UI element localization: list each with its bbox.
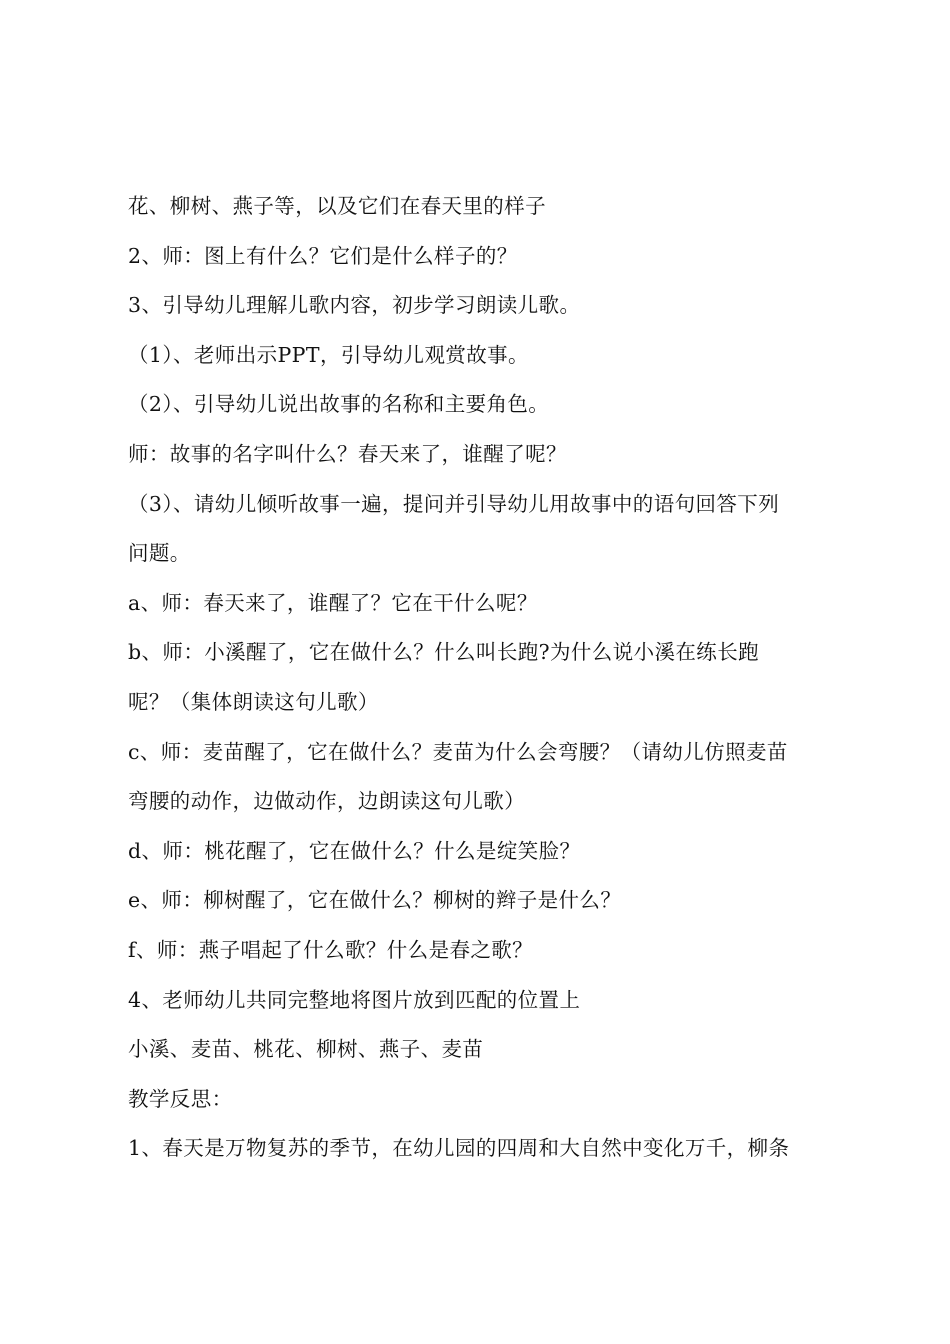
text-line: 小溪、麦苗、桃花、柳树、燕子、麦苗	[128, 1037, 484, 1062]
document-body	[128, 186, 833, 1178]
text-line: 呢？（集体朗读这句儿歌）	[128, 689, 379, 714]
text-line: d、师：桃花醒了，它在做什么？什么是绽笑脸？	[128, 838, 581, 863]
text-line: e、师：柳树醒了，它在做什么？柳树的辫子是什么？	[128, 888, 622, 913]
text-line: 4、老师幼儿共同完整地将图片放到匹配的位置上	[128, 987, 581, 1012]
section-heading: 教学反思：	[128, 1086, 233, 1111]
text-line: 3、引导幼儿理解儿歌内容，初步学习朗读儿歌。	[128, 293, 581, 318]
text-line: 弯腰的动作，边做动作，边朗读这句儿歌）	[128, 789, 526, 814]
text-line: 花、柳树、燕子等，以及它们在春天里的样子	[128, 194, 546, 218]
text-line: 师：故事的名字叫什么？春天来了，谁醒了呢？	[128, 441, 567, 466]
text-line: c、师：麦苗醒了，它在做什么？麦苗为什么会弯腰？（请幼儿仿照麦苗	[128, 739, 788, 764]
text-line: b、师：小溪醒了，它在做什么？什么叫长跑?为什么说小溪在练长跑	[128, 640, 760, 665]
text-line: f、师：燕子唱起了什么歌？什么是春之歌？	[128, 937, 534, 962]
text-line: 问题。	[128, 541, 191, 566]
text-line: （1）、老师出示PPT，引导幼儿观赏故事。	[128, 342, 529, 367]
text-line: 2、师：图上有什么？它们是什么样子的？	[128, 243, 518, 268]
text-line: a、师：春天来了，谁醒了？它在干什么呢？	[128, 590, 538, 615]
text-line: 1、春天是万物复苏的季节，在幼儿园的四周和大自然中变化万千，柳条	[128, 1136, 790, 1161]
text-line: （2）、引导幼儿说出故事的名称和主要角色。	[128, 392, 550, 417]
text-line: （3）、请幼儿倾听故事一遍，提问并引导幼儿用故事中的语句回答下列	[128, 491, 780, 516]
